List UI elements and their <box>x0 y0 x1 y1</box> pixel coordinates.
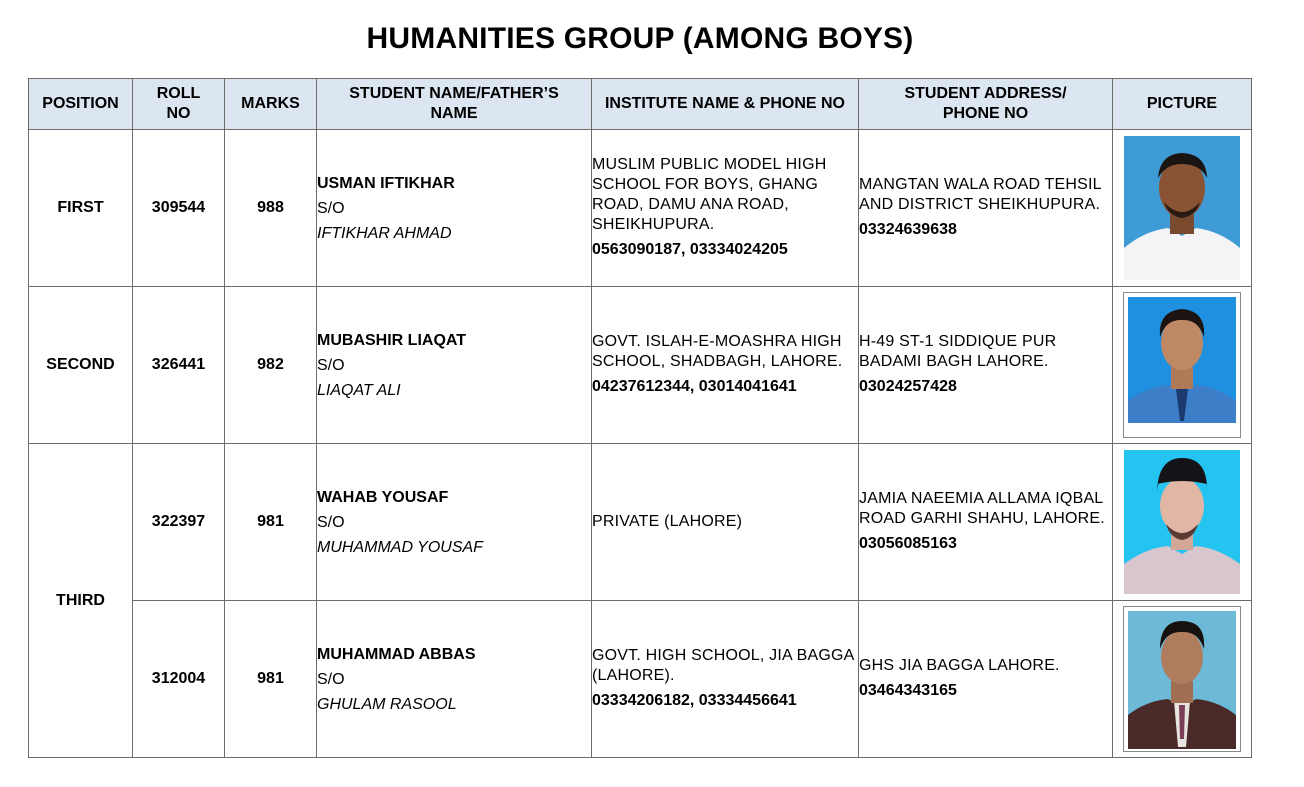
father-name: GHULAM RASOOL <box>317 695 457 713</box>
relation-label: S/O <box>317 199 345 217</box>
address-cell <box>859 444 1113 601</box>
header-position: POSITION <box>29 79 133 130</box>
picture-cell <box>1113 287 1252 444</box>
header-row <box>29 79 1252 130</box>
marks-cell: 981 <box>225 601 317 758</box>
picture-cell <box>1113 601 1252 758</box>
address-cell <box>859 130 1113 287</box>
student-address: H-49 ST-1 SIDDIQUE PUR BADAMI BAGH LAHORE. <box>859 332 1057 370</box>
student-address: JAMIA NAEEMIA ALLAMA IQBAL ROAD GARHI SHAHU, LAHORE. <box>859 489 1105 527</box>
address-phone: 03024257428 <box>859 377 957 395</box>
relation-label: S/O <box>317 356 345 374</box>
table-row <box>29 444 1252 601</box>
relation-label: S/O <box>317 670 345 688</box>
institute-cell <box>592 444 859 601</box>
student-address: GHS JIA BAGGA LAHORE. <box>859 656 1060 674</box>
marks-cell: 981 <box>225 444 317 601</box>
header-institute: INSTITUTE NAME & PHONE NO <box>592 79 859 130</box>
address-cell <box>859 601 1113 758</box>
student-name-cell <box>317 287 592 444</box>
table-row <box>29 601 1252 758</box>
institute-phone: 04237612344, 03014041641 <box>592 377 797 395</box>
student-name: USMAN IFTIKHAR <box>317 174 455 192</box>
picture-cell <box>1113 444 1252 601</box>
table-row <box>29 287 1252 444</box>
marks-cell: 988 <box>225 130 317 287</box>
institute-cell <box>592 130 859 287</box>
header-marks: MARKS <box>225 79 317 130</box>
page-title: HUMANITIES GROUP (AMONG BOYS) <box>366 22 914 55</box>
student-name-cell <box>317 130 592 287</box>
address-phone: 03056085163 <box>859 534 957 552</box>
header-picture: PICTURE <box>1113 79 1252 130</box>
relation-label: S/O <box>317 513 345 531</box>
student-name-cell <box>317 444 592 601</box>
header-roll-no: ROLL NO <box>133 79 225 130</box>
marks-cell: 982 <box>225 287 317 444</box>
header-student-name: STUDENT NAME/FATHER’S NAME <box>317 79 592 130</box>
institute-phone: 03334206182, 03334456641 <box>592 691 797 709</box>
institute-phone: 0563090187, 03334024205 <box>592 240 788 258</box>
address-cell <box>859 287 1113 444</box>
student-photo <box>1123 606 1241 752</box>
father-name: LIAQAT ALI <box>317 381 401 399</box>
student-name: MUBASHIR LIAQAT <box>317 331 467 349</box>
institute-name: GOVT. HIGH SCHOOL, JIA BAGGA (LAHORE). <box>592 646 854 684</box>
roll-no-cell: 309544 <box>133 130 225 287</box>
student-photo <box>1124 450 1240 594</box>
student-address: MANGTAN WALA ROAD TEHSIL AND DISTRICT SHEIKHUPURA. <box>859 175 1102 213</box>
institute-cell <box>592 287 859 444</box>
position-cell: SECOND <box>29 287 133 444</box>
results-table <box>28 78 1252 758</box>
address-phone: 03324639638 <box>859 220 957 238</box>
institute-name: MUSLIM PUBLIC MODEL HIGH SCHOOL FOR BOYS, GHANG ROAD, DAMU ANA ROAD, SHEIKHUPURA. <box>592 155 827 233</box>
father-name: MUHAMMAD YOUSAF <box>317 538 483 556</box>
roll-no-cell: 312004 <box>133 601 225 758</box>
position-cell: THIRD <box>29 444 133 758</box>
table-row <box>29 130 1252 287</box>
student-name: MUHAMMAD ABBAS <box>317 645 476 663</box>
institute-name: PRIVATE (LAHORE) <box>592 513 743 530</box>
address-phone: 03464343165 <box>859 681 957 699</box>
roll-no-cell: 322397 <box>133 444 225 601</box>
picture-cell <box>1113 130 1252 287</box>
student-photo <box>1124 136 1240 280</box>
father-name: IFTIKHAR AHMAD <box>317 224 452 242</box>
header-address: STUDENT ADDRESS/ PHONE NO <box>859 79 1113 130</box>
student-name-cell <box>317 601 592 758</box>
position-cell: FIRST <box>29 130 133 287</box>
institute-cell <box>592 601 859 758</box>
roll-no-cell: 326441 <box>133 287 225 444</box>
institute-name: GOVT. ISLAH-E-MOASHRA HIGH SCHOOL, SHADBAGH, LAHORE. <box>592 332 843 370</box>
student-photo <box>1123 292 1241 438</box>
student-name: WAHAB YOUSAF <box>317 488 449 506</box>
